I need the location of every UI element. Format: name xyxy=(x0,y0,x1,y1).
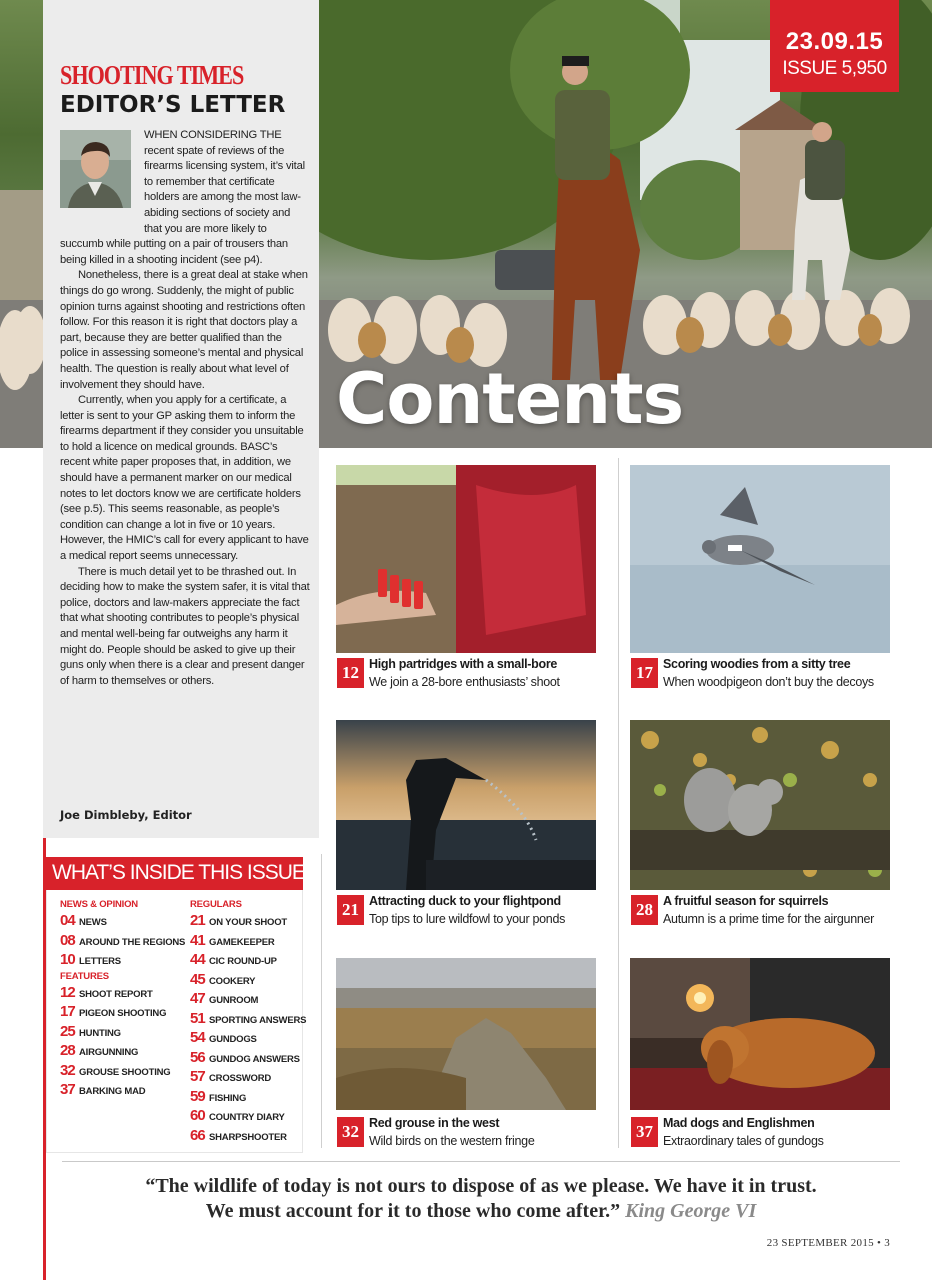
contents-title: Contents xyxy=(336,358,684,440)
issue-number: ISSUE 5,950 xyxy=(782,58,887,79)
feature-title[interactable]: High partridges with a small-bore xyxy=(369,657,558,671)
inside-category: REGULARS xyxy=(190,899,242,910)
whats-inside-right-column xyxy=(190,898,306,1145)
feature-image-spaniel[interactable] xyxy=(630,958,890,1110)
feature-description: When woodpigeon don’t buy the decoys xyxy=(663,675,874,689)
inside-item-label: GAMEKEEPER xyxy=(209,936,275,948)
inside-item-label: COOKERY xyxy=(209,975,256,987)
inside-item-page: 21 xyxy=(190,912,205,929)
inside-item-label: HUNTING xyxy=(79,1027,121,1039)
editor-letter-body xyxy=(60,128,310,689)
inside-item[interactable] xyxy=(60,911,185,931)
inside-item-label: COUNTRY DIARY xyxy=(209,1112,285,1123)
inside-item-page: 04 xyxy=(60,912,75,929)
whats-inside-header: WHAT’S INSIDE THIS ISSUE xyxy=(46,857,303,890)
inside-item[interactable] xyxy=(60,1022,185,1042)
feature-title[interactable]: Scoring woodies from a sitty tree xyxy=(663,657,851,671)
page-footer: 23 SEPTEMBER 2015 • 3 xyxy=(766,1237,890,1249)
inside-item[interactable] xyxy=(190,911,306,931)
feature-image-woodpigeon[interactable] xyxy=(630,465,890,653)
feature-page-number: 37 xyxy=(631,1117,658,1147)
feature-description: Extraordinary tales of gundogs xyxy=(663,1134,824,1148)
feature-page-number: 12 xyxy=(337,658,364,688)
inside-item-label: GUNDOGS xyxy=(209,1034,257,1045)
feature-image-moorland[interactable] xyxy=(336,958,596,1110)
inside-item[interactable] xyxy=(60,1080,185,1100)
editor-paragraph: WHEN CONSIDERING THE recent spate of reviews of the firearms licensing system, it’s vital to remember that certificate holders are among the most law-abiding sections of society and that you are more likely to succumb while putting on a pair of trousers than being killed in a shooting incident (see p4). xyxy=(60,129,305,266)
inside-item-page: 51 xyxy=(190,1009,205,1027)
feature-page-number: 32 xyxy=(337,1117,364,1147)
editor-signature: Joe Dimbleby, Editor xyxy=(60,808,192,822)
feature-page-number: 21 xyxy=(337,895,364,925)
inside-item-label: AIRGUNNING xyxy=(79,1047,139,1058)
inside-item-label: CROSSWORD xyxy=(209,1073,272,1084)
inside-item-label: BARKING MAD xyxy=(79,1086,146,1097)
inside-item-label: ON YOUR SHOOT xyxy=(209,917,287,928)
inside-item[interactable] xyxy=(60,1002,185,1022)
issue-badge xyxy=(770,0,899,92)
inside-item[interactable] xyxy=(190,1028,306,1048)
issue-date: 23.09.15 xyxy=(785,28,884,55)
feature-title[interactable]: Red grouse in the west xyxy=(369,1116,500,1130)
inside-item-label: NEWS xyxy=(79,917,107,928)
inside-item-page: 54 xyxy=(190,1029,205,1046)
inside-item[interactable] xyxy=(190,1087,306,1107)
inside-item-page: 60 xyxy=(190,1107,205,1124)
inside-item-page: 47 xyxy=(190,990,205,1007)
inside-item[interactable] xyxy=(190,1009,306,1029)
pull-quote xyxy=(62,1174,900,1224)
feature-page-number: 17 xyxy=(631,658,658,688)
whats-inside-left-column xyxy=(60,898,185,1100)
inside-item-page: 32 xyxy=(60,1061,75,1079)
inside-item-page: 45 xyxy=(190,970,205,988)
inside-item-page: 57 xyxy=(190,1068,205,1085)
editor-paragraph: There is much detail yet to be thrashed out. In deciding how to make the system safer, it is vital that police, doctors and law-makers appreciate the fact that what shooting contributes to people’s physical and mental well-being far outweighs any harm it might do. People should be asked to give up their guns only when there is a clear and present danger of harm to themselves or others. xyxy=(60,565,310,687)
feature-title[interactable]: A fruitful season for squirrels xyxy=(663,894,829,908)
inside-item-label: SPORTING ANSWERS xyxy=(209,1014,307,1026)
inside-item[interactable] xyxy=(190,931,306,951)
quote-line: “The wildlife of today is not ours to dispose of as we please. We have it in trust. xyxy=(145,1175,817,1197)
feature-description: We join a 28-bore enthusiasts’ shoot xyxy=(369,675,560,689)
inside-item-label: SHOOT REPORT xyxy=(79,988,153,1000)
inside-item-page: 17 xyxy=(60,1003,75,1020)
feature-page-number: 28 xyxy=(631,895,658,925)
inside-category: NEWS & OPINION xyxy=(60,899,138,910)
inside-item-label: AROUND THE REGIONS xyxy=(79,936,186,948)
feature-image-flightpond[interactable] xyxy=(336,720,596,890)
feature-image-squirrel[interactable] xyxy=(630,720,890,890)
quote-line: We must account for it to those who come after.” xyxy=(205,1200,621,1222)
inside-item-page: 56 xyxy=(190,1048,205,1066)
masthead-logo: SHOOTING TIMES xyxy=(60,60,244,90)
feature-description: Wild birds on the western fringe xyxy=(369,1134,535,1148)
inside-item[interactable] xyxy=(190,1106,306,1126)
feature-description: Top tips to lure wildfowl to your ponds xyxy=(369,912,566,926)
inside-item[interactable] xyxy=(190,1048,306,1068)
inside-item-label: GUNDOG ANSWERS xyxy=(209,1053,300,1065)
inside-item[interactable] xyxy=(60,931,185,951)
editor-paragraph: Currently, when you apply for a certificate, a letter is sent to your GP asking them to inform the firearms department if they consider you unsuitable to hold a licence on medical grounds. BASC’s recent white paper proposes that, in addition, we should have a permanent marker on our medical notes to let doctors know we are certificate holders (see p.5). This seems reasonable, as people’s condition can change a lot in five or 10 years. However, the HMIC’s call for every applicant to have a medical report seems unnecessary. xyxy=(60,394,309,563)
inside-item[interactable] xyxy=(60,1041,185,1061)
inside-item[interactable] xyxy=(190,950,306,970)
inside-item-label: PIGEON SHOOTING xyxy=(79,1008,167,1019)
inside-item-page: 44 xyxy=(190,951,205,968)
inside-item[interactable] xyxy=(60,1061,185,1081)
inside-item[interactable] xyxy=(190,970,306,990)
quote-divider xyxy=(62,1161,900,1162)
inside-item-page: 37 xyxy=(60,1081,75,1098)
column-divider xyxy=(321,854,322,1148)
inside-item-page: 08 xyxy=(60,931,75,949)
inside-item-page: 41 xyxy=(190,931,205,949)
inside-item[interactable] xyxy=(190,1126,306,1146)
quote-attribution: King George VI xyxy=(625,1200,757,1222)
inside-item[interactable] xyxy=(190,1067,306,1087)
feature-title[interactable]: Mad dogs and Englishmen xyxy=(663,1116,815,1130)
inside-item[interactable] xyxy=(60,950,185,970)
inside-item[interactable] xyxy=(60,983,185,1003)
feature-title[interactable]: Attracting duck to your flightpond xyxy=(369,894,561,908)
inside-item-label: GUNROOM xyxy=(209,995,259,1006)
editor-letter-heading: EDITOR’S LETTER xyxy=(60,92,286,118)
inside-item-label: SHARPSHOOTER xyxy=(209,1131,287,1143)
column-divider xyxy=(618,458,619,1148)
inside-item-label: FISHING xyxy=(209,1092,247,1104)
editor-paragraph: Nonetheless, there is a great deal at stake when things do go wrong. Suddenly, the might of public opinion turns against shooting and restrictions often follow. For this reason it is right that doctors play a part, because they are better qualified than the police in assessing someone’s mental and physical health. The question is really about what level of involvement they should have. xyxy=(60,269,308,391)
feature-description: Autumn is a prime time for the airgunner xyxy=(663,912,875,926)
inside-item-page: 66 xyxy=(190,1126,205,1144)
inside-item-label: CIC ROUND-UP xyxy=(209,956,277,967)
inside-item-label: GROUSE SHOOTING xyxy=(79,1066,171,1078)
feature-image-partridges[interactable] xyxy=(336,465,596,653)
inside-item-page: 25 xyxy=(60,1022,75,1040)
inside-item-page: 10 xyxy=(60,951,75,968)
inside-item-page: 59 xyxy=(190,1087,205,1105)
inside-item-page: 28 xyxy=(60,1042,75,1059)
inside-item-label: LETTERS xyxy=(79,956,121,967)
inside-item[interactable] xyxy=(190,989,306,1009)
inside-category: FEATURES xyxy=(60,970,109,982)
inside-item-page: 12 xyxy=(60,983,75,1001)
